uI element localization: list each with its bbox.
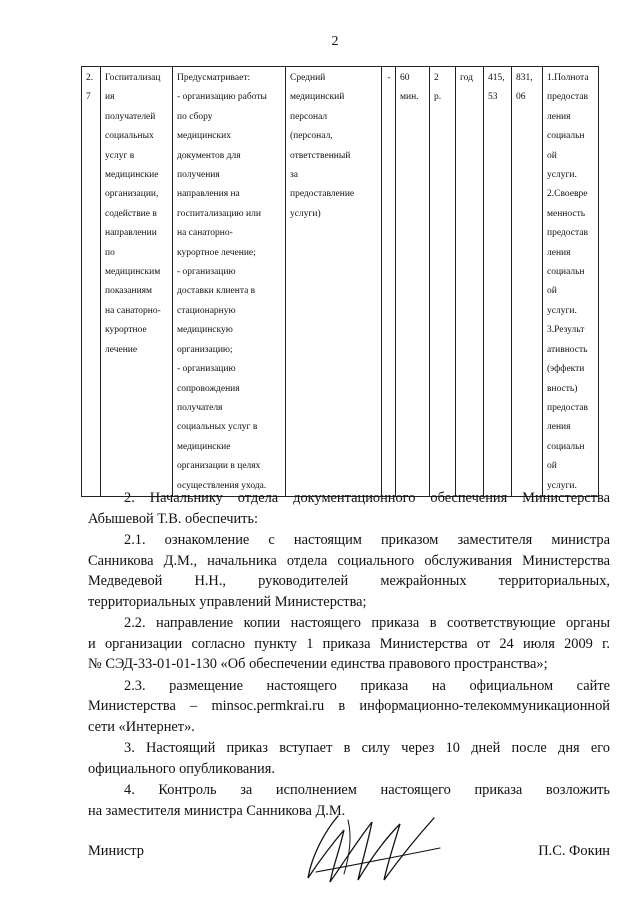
cell-line: ия bbox=[105, 92, 115, 103]
cell-line: - организацию работы bbox=[177, 92, 267, 103]
cell-line: 2 bbox=[434, 73, 439, 83]
cell-line: услуги. bbox=[547, 305, 577, 316]
text-line: и организации согласно пункту 1 приказа Министерства от 24 июля 2009 г. bbox=[88, 635, 610, 652]
text-line: 2.1. ознакомление с настоящим приказом заместителя министра bbox=[124, 532, 610, 548]
cell-line: на санаторно- bbox=[105, 305, 161, 316]
cell-line: 06 bbox=[516, 92, 526, 103]
services-table bbox=[81, 66, 599, 497]
paragraph-2-1 bbox=[88, 530, 610, 612]
cell-line: персонал bbox=[290, 111, 328, 122]
service-name-cell bbox=[101, 67, 173, 497]
cell-line: медицинскую bbox=[177, 325, 233, 336]
paragraph-2-3 bbox=[88, 676, 610, 738]
cell-line: Госпитализац bbox=[105, 73, 161, 83]
cell-line: на санаторно- bbox=[177, 228, 233, 239]
text-line: территориальных управлений Министерства; bbox=[88, 593, 367, 610]
cell-line: 53 bbox=[488, 92, 498, 103]
signatory-name: П.С. Фокин bbox=[538, 843, 610, 859]
cell-line: - организацию bbox=[177, 267, 236, 278]
text-line: Медведевой Н.Н., руководителей межрайонных территориальных, bbox=[88, 573, 610, 589]
cell-line: ления bbox=[547, 422, 571, 433]
cell-line: по сбору bbox=[177, 111, 213, 122]
cell-line: услуги. bbox=[547, 170, 577, 181]
cell-line: услуги) bbox=[290, 208, 321, 219]
cell-line: менность bbox=[547, 208, 586, 219]
dash-cell: - bbox=[382, 67, 396, 497]
text-line: сети «Интернет». bbox=[88, 718, 195, 735]
cell-line: направлении bbox=[105, 228, 157, 239]
cell-line: предостав bbox=[547, 228, 588, 239]
cell-line: вность) bbox=[547, 383, 578, 394]
cell-line: 2.Своевре bbox=[547, 189, 588, 200]
cell-line: содействие в bbox=[105, 208, 157, 219]
time-cell bbox=[396, 67, 430, 497]
signatory-title: Министр bbox=[88, 843, 144, 859]
cell-line: предостав bbox=[547, 402, 588, 413]
value1-cell bbox=[484, 67, 512, 497]
text-line: 4. Контроль за исполнением настоящего приказа возложить bbox=[124, 782, 610, 798]
text-line: Санникова Д.М., начальника отдела социального обслуживания Министерства bbox=[88, 552, 610, 569]
cell-line: 1.Полнота bbox=[547, 73, 589, 83]
cell-line: организацию; bbox=[177, 344, 233, 355]
text-line: № СЭД-33-01-01-130 «Об обеспечении единства правового пространства»; bbox=[88, 656, 548, 672]
cell-line: р. bbox=[434, 92, 442, 103]
cell-line: организации в целях bbox=[177, 461, 261, 472]
paragraph-3 bbox=[88, 738, 610, 779]
cell-line: 831, bbox=[516, 73, 533, 83]
cell-line: направления на bbox=[177, 189, 240, 200]
cell-line: ой bbox=[547, 150, 557, 161]
order-body bbox=[88, 488, 610, 822]
cell-line: за bbox=[290, 170, 298, 181]
cell-line: (персонал, bbox=[290, 131, 333, 142]
text-line: 3. Настоящий приказ вступает в силу через 10 дней после дня его bbox=[124, 740, 610, 756]
cell-line: ответственный bbox=[290, 150, 351, 161]
cell-line: - организацию bbox=[177, 364, 236, 375]
cell-line: предоставление bbox=[290, 189, 355, 200]
criteria-cell bbox=[543, 67, 599, 497]
cell-line: услуг в bbox=[105, 150, 135, 161]
paragraph-2 bbox=[88, 488, 610, 529]
cell-line: 415, bbox=[488, 73, 505, 83]
cell-line: социальн bbox=[547, 441, 585, 452]
cell-line: медицинский bbox=[290, 92, 345, 103]
cell-line: курортное лечение; bbox=[177, 247, 256, 258]
cell-line: социальных bbox=[105, 131, 154, 142]
period-cell: год bbox=[456, 67, 484, 497]
cell-line: доставки клиента в bbox=[177, 286, 256, 297]
cell-line: лечение bbox=[105, 344, 138, 355]
cell-line: получателей bbox=[105, 111, 156, 122]
cell-line: ой bbox=[547, 461, 557, 472]
cell-line: осуществления ухода. bbox=[177, 480, 267, 491]
signature-block bbox=[88, 843, 610, 863]
service-description-cell bbox=[173, 67, 286, 497]
cell-line: медицинские bbox=[105, 170, 159, 181]
cell-line: мин. bbox=[400, 92, 419, 103]
staff-cell bbox=[286, 67, 382, 497]
text-line: 2.3. размещение настоящего приказа на официальном сайте bbox=[124, 677, 610, 694]
text-line: Абышевой Т.В. обеспечить: bbox=[88, 510, 259, 527]
cell-line: ления bbox=[547, 111, 571, 122]
cell-line: социальных услуг в bbox=[177, 422, 258, 433]
cell-line: социальн bbox=[547, 267, 585, 278]
cell-line: организации, bbox=[105, 189, 159, 200]
cell-line: ления bbox=[547, 247, 571, 258]
table-row bbox=[82, 67, 599, 497]
cell-line: 3.Результ bbox=[547, 325, 585, 336]
text-line: официального опубликования. bbox=[88, 760, 275, 777]
row-number-cell bbox=[82, 67, 101, 497]
text-line: Министерства – minsoc.permkrai.ru в информационно-телекоммуникационной bbox=[88, 698, 610, 714]
cell-line: медицинских bbox=[177, 131, 231, 142]
paragraph-2-2 bbox=[88, 613, 610, 675]
cell-line: стационарную bbox=[177, 305, 236, 316]
cell-line: документов для bbox=[177, 150, 241, 161]
cell-line: сопровождения bbox=[177, 383, 240, 394]
cell-line: Средний bbox=[290, 73, 326, 83]
page-number: 2 bbox=[331, 34, 339, 49]
cell-line: получателя bbox=[177, 402, 223, 413]
cell-line: ой bbox=[547, 286, 557, 297]
cell-line: показаниям bbox=[105, 286, 153, 297]
cell-line: медицинские bbox=[177, 441, 231, 452]
cell-line: курортное bbox=[105, 325, 147, 336]
text-line: 2.2. направление копии настоящего приказа в соответствующие органы bbox=[124, 615, 610, 631]
cell-line: 60 bbox=[400, 73, 410, 83]
text-line: 2. Начальнику отдела документационного обеспечения Министерства bbox=[124, 490, 610, 506]
count-cell bbox=[430, 67, 456, 497]
cell-line: ативность bbox=[547, 344, 588, 355]
cell-line: Предусматривает: bbox=[177, 73, 251, 83]
cell-line: 7 bbox=[86, 92, 91, 103]
cell-line: получения bbox=[177, 170, 220, 181]
text-line: на заместителя министра Санникова Д.М. bbox=[88, 802, 346, 819]
cell-line: предостав bbox=[547, 92, 588, 103]
cell-line: услуги. bbox=[547, 480, 577, 491]
cell-line: (эффекти bbox=[547, 364, 585, 375]
cell-line: госпитализацию или bbox=[177, 208, 261, 219]
value2-cell bbox=[512, 67, 543, 497]
cell-line: социальн bbox=[547, 131, 585, 142]
cell-line: 2. bbox=[86, 73, 94, 83]
cell-line: медицинским bbox=[105, 267, 161, 278]
cell-line: по bbox=[105, 247, 115, 258]
